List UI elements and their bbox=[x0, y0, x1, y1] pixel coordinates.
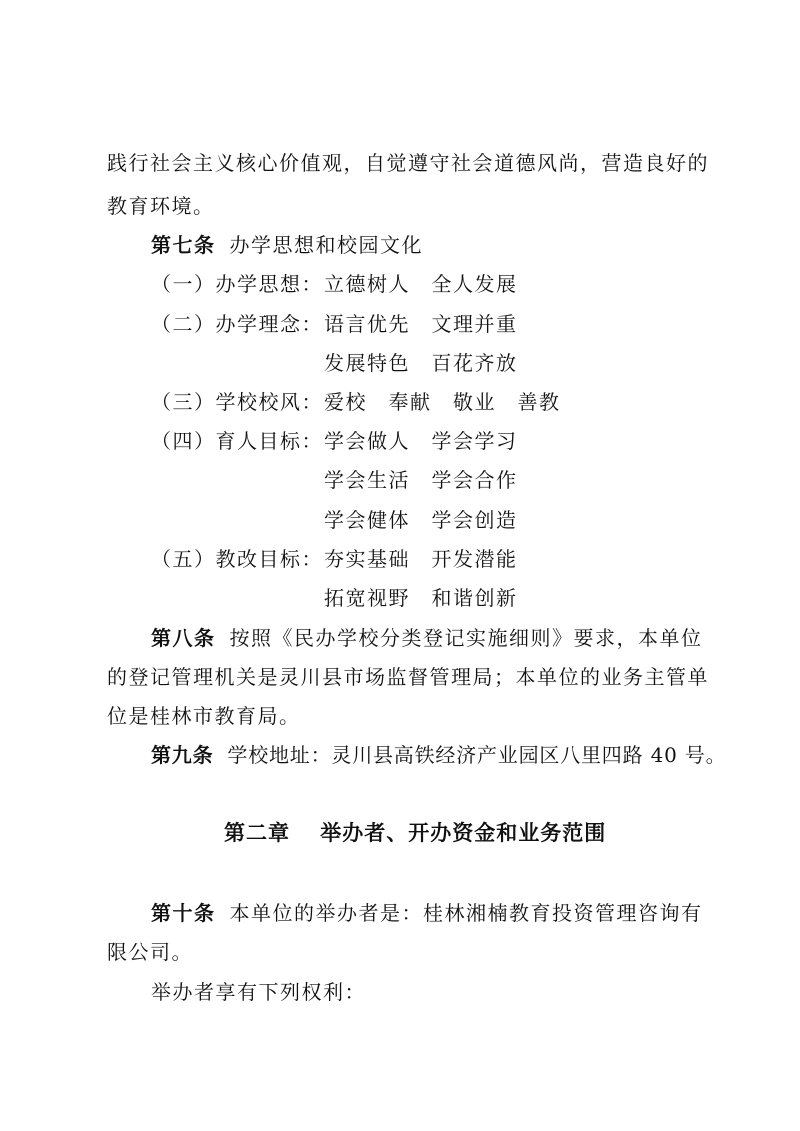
article-10-label: 第十条 bbox=[151, 901, 216, 925]
item-5-label: （五）教改目标： bbox=[151, 547, 323, 571]
item-4-line-3: 学会健体 学会创造 bbox=[324, 508, 518, 532]
article-7-title: 办学思想和校园文化 bbox=[229, 233, 423, 257]
item-3-line-1: 爱校 奉献 敬业 善教 bbox=[324, 390, 561, 414]
item-2-line-2: 发展特色 百花齐放 bbox=[324, 351, 518, 375]
item-4-label: （四）育人目标： bbox=[151, 429, 323, 453]
article-8-line-3: 位是桂林市教育局。 bbox=[107, 704, 301, 728]
article-10-line-3: 举办者享有下列权利： bbox=[151, 980, 366, 1004]
intro-line-2: 教育环境。 bbox=[107, 194, 215, 218]
article-8-line-2: 的登记管理机关是灵川县市场监督管理局；本单位的业务主管单 bbox=[107, 665, 709, 689]
article-10-line-2: 限公司。 bbox=[107, 940, 193, 964]
item-2-line-1: 语言优先 文理并重 bbox=[324, 312, 518, 336]
item-1-line-1: 立德树人 全人发展 bbox=[324, 272, 518, 296]
article-9 bbox=[151, 742, 726, 768]
article-7 bbox=[151, 232, 423, 258]
article-9-label: 第九条 bbox=[151, 743, 214, 767]
article-8-text-1: 按照《民办学校分类登记实施细则》要求，本单位 bbox=[229, 626, 703, 650]
article-8-label: 第八条 bbox=[151, 626, 216, 650]
item-4-line-2: 学会生活 学会合作 bbox=[324, 468, 518, 492]
article-10-line-1 bbox=[151, 900, 703, 926]
item-5-line-2: 拓宽视野 和谐创新 bbox=[324, 586, 518, 610]
article-9-text: 学校地址：灵川县高铁经济产业园区八里四路 40 号。 bbox=[227, 743, 727, 767]
article-10-text-1: 本单位的举办者是：桂林湘楠教育投资管理咨询有 bbox=[229, 901, 703, 925]
item-5-line-1: 夯实基础 开发潜能 bbox=[324, 547, 518, 571]
intro-line-1: 践行社会主义核心价值观，自觉遵守社会道德风尚，营造良好的 bbox=[107, 151, 709, 175]
item-1-label: （一）办学思想： bbox=[151, 272, 323, 296]
item-4-line-1: 学会做人 学会学习 bbox=[324, 429, 518, 453]
article-7-label: 第七条 bbox=[151, 233, 216, 257]
article-8-line-1 bbox=[151, 625, 703, 651]
item-3-label: （三）学校校风： bbox=[151, 390, 323, 414]
item-2-label: （二）办学理念： bbox=[151, 312, 323, 336]
chapter-2-title: 第二章 举办者、开办资金和业务范围 bbox=[224, 821, 607, 845]
